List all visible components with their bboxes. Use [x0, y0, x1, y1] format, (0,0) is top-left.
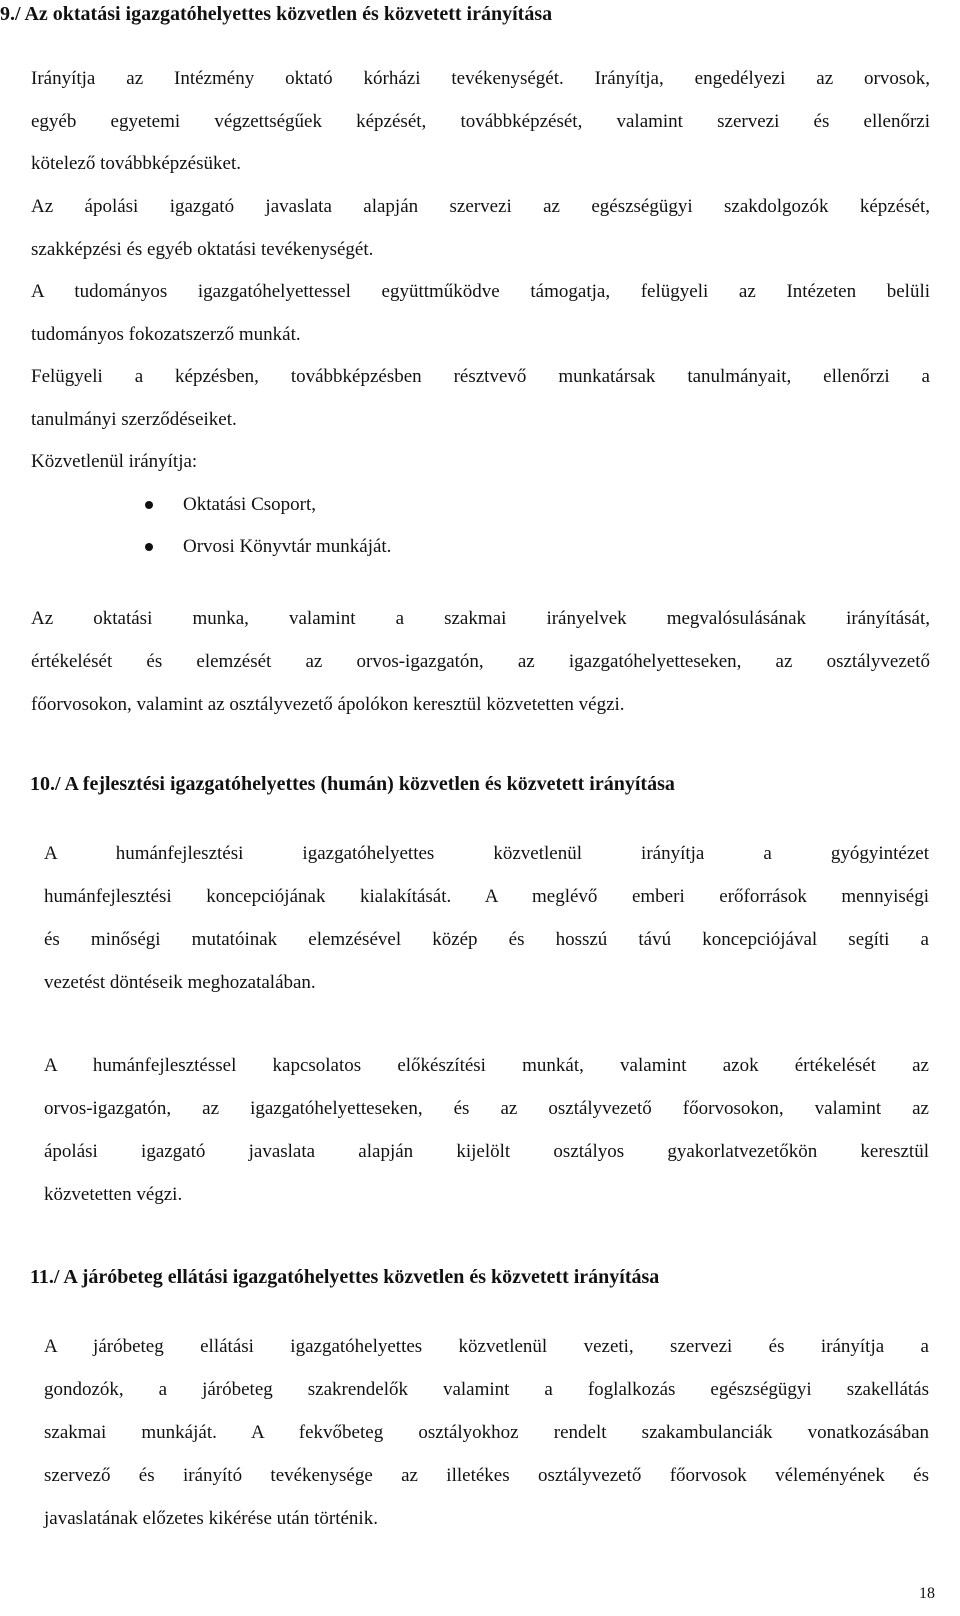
text-line: Felügyeli a képzésben, továbbképzésben résztvevő munkatársak tanulmányait, ellenőrzi a	[31, 366, 930, 387]
text-line: A tudományos igazgatóhelyettessel együttműködve támogatja, felügyeli az Intézeten belüli	[31, 281, 930, 302]
text-line: szervező és irányító tevékenysége az illetékes osztályvezető főorvosok véleményének és	[44, 1465, 929, 1486]
section-10-paragraph-1	[44, 832, 929, 1004]
text-line: Irányítja az Intézmény oktató kórházi tevékenységét. Irányítja, engedélyezi az orvosok,	[31, 68, 930, 89]
section-11-heading: 11./ A járóbeteg ellátási igazgatóhelyettes közvetlen és közvetett irányítása	[30, 1266, 660, 1288]
section-9-paragraph-4	[31, 356, 930, 441]
bullet-icon	[145, 501, 153, 509]
text-line: szakmai munkáját. A fekvőbeteg osztályokhoz rendelt szakambulanciák vonatkozásában	[44, 1422, 929, 1443]
text-line: humánfejlesztési koncepciójának kialakítását. A meglévő emberi erőforrások mennyiségi	[44, 886, 929, 907]
section-10-heading: 10./ A fejlesztési igazgatóhelyettes (humán) közvetlen és közvetett irányítása	[30, 773, 675, 795]
text-line: közvetetten végzi.	[44, 1184, 183, 1205]
section-9-paragraph-1	[31, 58, 930, 186]
text-line: főorvosokon, valamint az osztályvezető ápolókon keresztül közvetetten végzi.	[31, 694, 625, 715]
list-item	[145, 526, 391, 568]
bullet-icon	[145, 543, 153, 551]
text-line: A járóbeteg ellátási igazgatóhelyettes közvetlenül vezeti, szervezi és irányítja a	[44, 1336, 929, 1357]
text-line: és minőségi mutatóinak elemzésével közép és hosszú távú koncepciójával segíti a	[44, 929, 929, 950]
text-line: tudományos fokozatszerző munkát.	[31, 323, 301, 345]
section-9-paragraph-3	[31, 271, 930, 356]
text-line: Közvetlenül irányítja:	[31, 451, 198, 472]
section-9-paragraph-2	[31, 186, 930, 271]
text-line: Az ápolási igazgató javaslata alapján szervezi az egészségügyi szakdolgozók képzését,	[31, 196, 930, 217]
text-line: A humánfejlesztési igazgatóhelyettes közvetlenül irányítja a gyógyintézet	[44, 843, 929, 864]
text-line: A humánfejlesztéssel kapcsolatos előkészítési munkát, valamint azok értékelését az	[44, 1055, 929, 1076]
text-line: kötelező továbbképzésüket.	[31, 153, 241, 174]
list-item-text: Orvosi Könyvtár munkáját.	[183, 536, 392, 557]
text-line: orvos-igazgatón, az igazgatóhelyetteseken, és az osztályvezető főorvosokon, valamint az	[44, 1098, 929, 1119]
direct-supervision-label	[31, 441, 930, 484]
list-item	[145, 484, 391, 526]
text-line: javaslatának előzetes kikérése után történik.	[44, 1508, 378, 1529]
text-line: ápolási igazgató javaslata alapján kijelölt osztályos gyakorlatvezetőkön keresztül	[44, 1141, 929, 1162]
directly-supervised-list	[145, 484, 391, 568]
list-item-text: Oktatási Csoport,	[183, 494, 316, 515]
page-number: 18	[919, 1585, 935, 1602]
section-10-paragraph-2	[44, 1044, 929, 1216]
text-line: értékelését és elemzését az orvos-igazgatón, az igazgatóhelyetteseken, az osztályvezető	[31, 651, 930, 672]
text-line: tanulmányi szerződéseiket.	[31, 408, 237, 430]
text-line: gondozók, a járóbeteg szakrendelők valamint a foglalkozás egészségügyi szakellátás	[44, 1379, 929, 1400]
section-11-paragraph-1	[44, 1325, 929, 1540]
section-9-paragraph-5	[31, 597, 930, 726]
section-9-heading: 9./ Az oktatási igazgatóhelyettes közvetlen és közvetett irányítása	[0, 3, 553, 25]
text-line: Az oktatási munka, valamint a szakmai irányelvek megvalósulásának irányítását,	[31, 608, 930, 629]
text-line: vezetést döntéseik meghozatalában.	[44, 972, 316, 993]
text-line: szakképzési és egyéb oktatási tevékenységét.	[31, 238, 374, 260]
text-line: egyéb egyetemi végzettségűek képzését, továbbképzését, valamint szervezi és ellenőrzi	[31, 110, 930, 132]
